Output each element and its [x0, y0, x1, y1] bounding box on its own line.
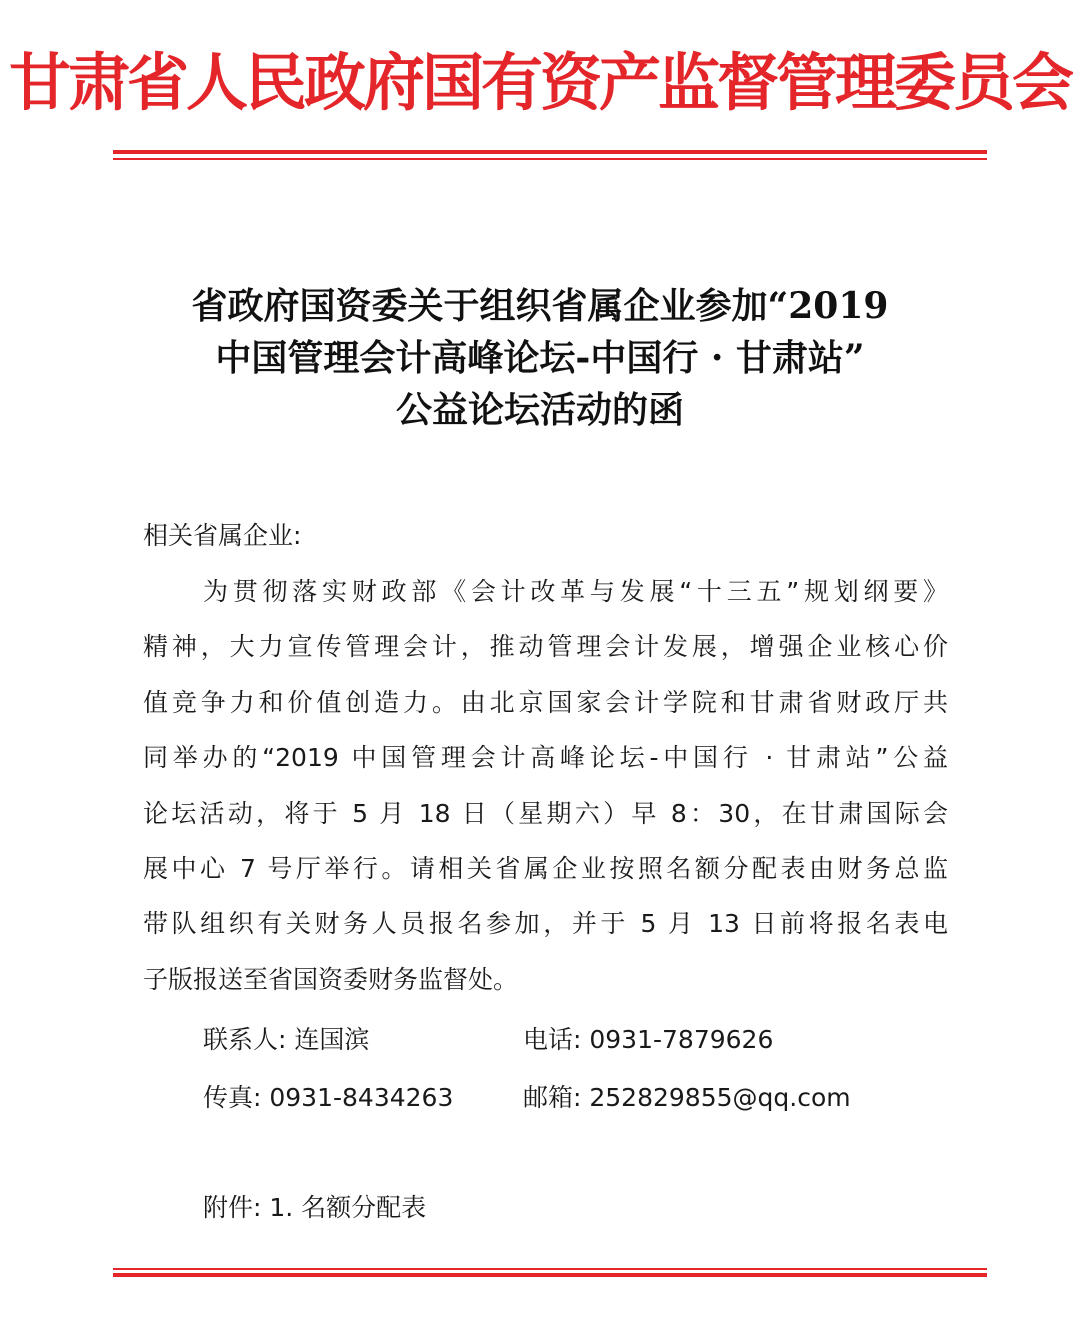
body-line: 子版报送至省国资委财务监督处。 — [143, 964, 519, 994]
letterhead-rule-thick — [113, 150, 987, 154]
letterhead-rule-thin — [113, 158, 987, 160]
contact-phone: 电话: 0931-7879626 — [523, 1025, 774, 1054]
body-line: 展中心 7 号厅举行。请相关省属企业按照名额分配表由财务总监 — [143, 854, 948, 884]
contact-person: 联系人: 连国滨 — [203, 1025, 370, 1054]
document-title-line: 公益论坛活动的函 — [395, 389, 684, 431]
body-line: 值竞争力和价值创造力。由北京国家会计学院和甘肃省财政厅共 — [143, 687, 948, 717]
body-paragraph — [143, 564, 948, 1007]
document-title-line: 省政府国资委关于组织省属企业参加“2019 — [191, 285, 889, 327]
body-line: 同举办的“2019 中国管理会计高峰论坛-中国行 · 甘肃站”公益 — [143, 743, 948, 773]
body-line: 精神，大力宣传管理会计，推动管理会计发展，增强企业核心价 — [143, 632, 948, 662]
salutation: 相关省属企业: — [143, 521, 302, 550]
document-title-line: 中国管理会计高峰论坛-中国行 · 甘肃站” — [215, 337, 865, 379]
body-line: 论坛活动，将于 5 月 18 日（星期六）早 8：30，在甘肃国际会 — [143, 798, 948, 828]
attachment-note: 附件: 1. 名额分配表 — [203, 1193, 427, 1222]
footer-rule-thin — [113, 1268, 987, 1270]
body-line: 带队组织有关财务人员报名参加，并于 5 月 13 日前将报名表电 — [143, 909, 948, 939]
document-title — [100, 280, 980, 436]
letterhead-org-name: 甘肃省人民政府国有资产监督管理委员会 — [8, 46, 1071, 119]
contact-fax: 传真: 0931-8434263 — [203, 1083, 454, 1112]
body-line: 为贯彻落实财政部《会计改革与发展“十三五”规划纲要》 — [203, 577, 948, 606]
footer-rule-thick — [113, 1273, 987, 1277]
contact-email: 邮箱: 252829855@qq.com — [523, 1083, 851, 1112]
